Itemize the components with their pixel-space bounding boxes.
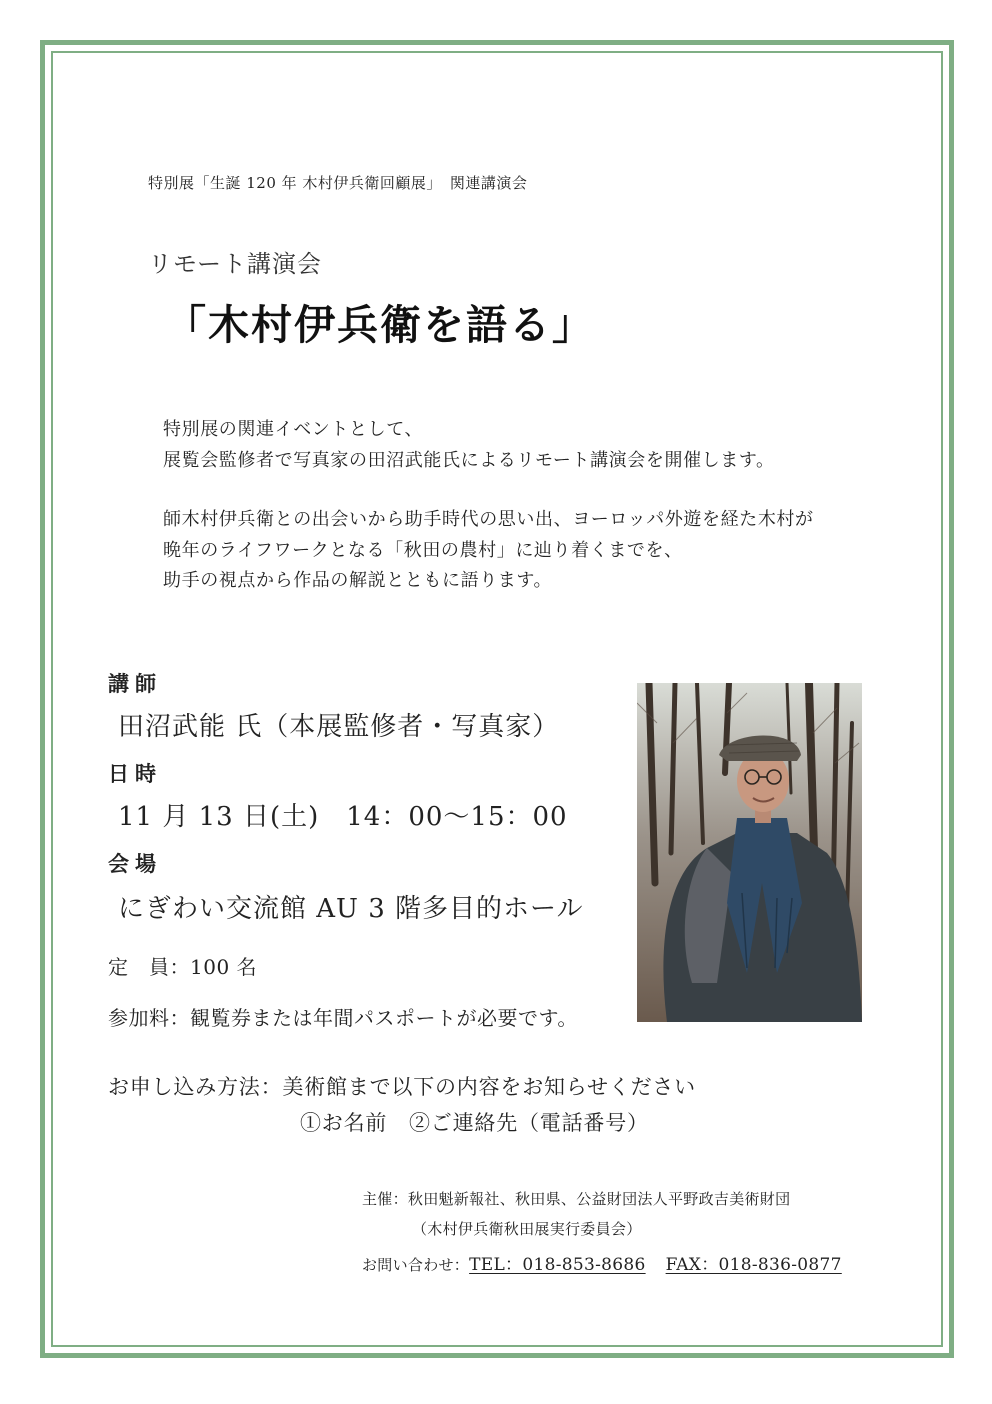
datetime-label: 日時 (108, 761, 162, 786)
venue-value: にぎわい交流館 AU 3 階多目的ホール (118, 894, 584, 924)
organizer: 主催：秋田魁新報社、秋田県、公益財団法人平野政吉美術財団 (362, 1190, 791, 1208)
lecturer-photo (637, 683, 862, 1022)
lecturer-photo-image (637, 683, 862, 1022)
intro-line-3: 師木村伊兵衛との出会いから助手時代の思い出、ヨーロッパ外遊を経た木村が (163, 509, 814, 530)
datetime-value: 11 月 13 日(土) 14：00〜15：00 (118, 802, 568, 832)
apply-method: お申し込み方法：美術館まで以下の内容をお知らせください (108, 1075, 696, 1099)
fax-number: FAX：018-836-0877 (665, 1255, 842, 1275)
remote-label: リモート講演会 (148, 250, 323, 278)
tel-number: TEL：018-853-8686 (469, 1255, 646, 1275)
lecturer-value: 田沼武能 氏（本展監修者・写真家） (118, 712, 560, 742)
contact-line (362, 1250, 842, 1275)
contact-label: お問い合わせ： (362, 1256, 470, 1274)
organizer-committee: （木村伊兵衛秋田展実行委員会） (412, 1220, 642, 1238)
capacity-line: 定 員：100 名 (108, 955, 258, 979)
fee-line: 参加料：観覧券または年間パスポートが必要です。 (108, 1006, 578, 1030)
intro-line-1: 特別展の関連イベントとして、 (163, 419, 424, 440)
exhibition-line: 特別展「生誕 120 年 木村伊兵衛回顧展」 関連講演会 (148, 174, 528, 192)
main-title: 「木村伊兵衛を語る」 (165, 301, 595, 349)
intro-line-5: 助手の視点から作品の解説とともに語ります。 (163, 570, 553, 591)
intro-line-2: 展覧会監修者で写真家の田沼武能氏によるリモート講演会を開催します。 (163, 450, 775, 471)
venue-label: 会場 (108, 851, 162, 876)
lecturer-label: 講師 (108, 671, 162, 696)
intro-line-4: 晩年のライフワークとなる「秋田の農村」に辿り着くまでを、 (163, 540, 683, 561)
apply-items: ①お名前 ②ご連絡先（電話番号） (300, 1111, 649, 1135)
